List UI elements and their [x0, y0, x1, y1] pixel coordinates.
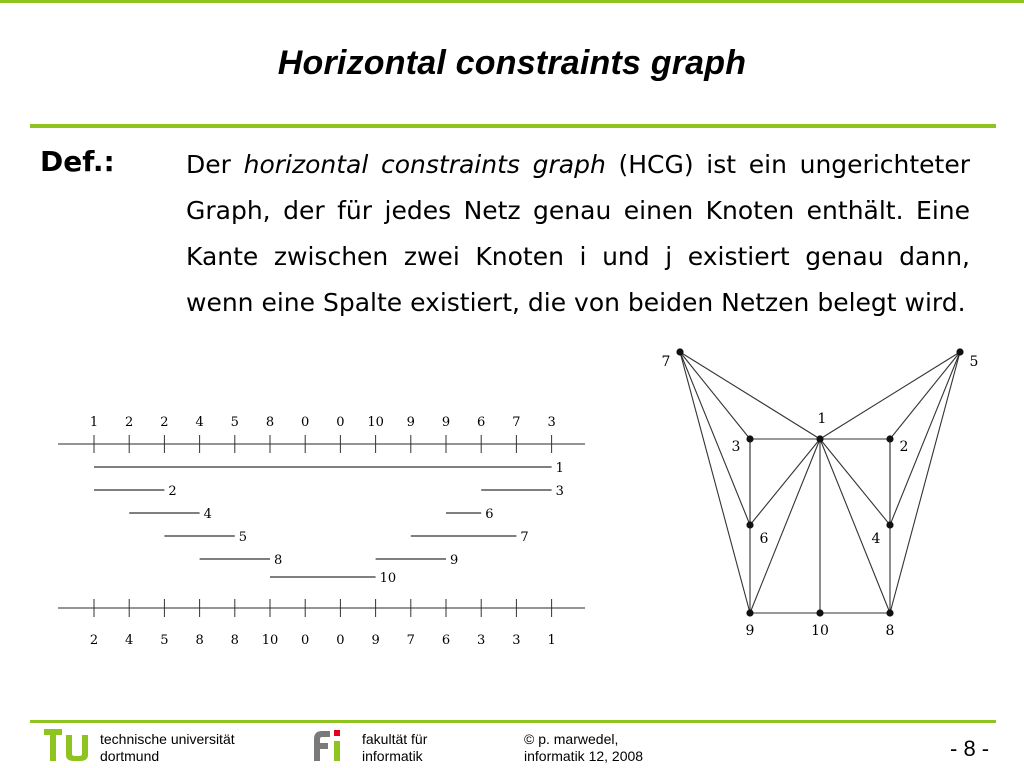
graph-node	[746, 435, 753, 442]
footer-copyright-line2: informatik 12, 2008	[524, 748, 644, 764]
graph-node-label: 9	[745, 623, 755, 639]
top-pin-label: 10	[367, 415, 384, 430]
bottom-pin-label: 1	[547, 633, 556, 648]
graph-node	[886, 521, 893, 528]
graph-node-label: 4	[871, 531, 881, 547]
title-underline-rule	[30, 124, 996, 128]
top-pin-label: 1	[89, 415, 99, 430]
bottom-pin-label: 4	[125, 633, 134, 648]
bottom-pin-label: 8	[195, 633, 204, 648]
net-segment-label: 3	[555, 484, 564, 499]
net-segment-label: 9	[450, 553, 459, 568]
footer-rule	[30, 720, 996, 723]
graph-node-label: 8	[885, 623, 895, 639]
graph-edge	[820, 439, 890, 525]
top-pin-label: 9	[441, 415, 451, 430]
top-accent-rule	[0, 0, 1024, 3]
graph-node	[816, 609, 823, 616]
graph-node-label: 5	[969, 354, 979, 370]
definition-text-pre: Der	[186, 150, 244, 179]
footer-faculty-line2: informatik	[362, 748, 423, 764]
graph-edge	[817, 352, 960, 439]
footer-faculty-line1: fakultät für	[362, 731, 428, 747]
top-pin-label: 0	[301, 415, 310, 430]
graph-node-label: 6	[759, 531, 769, 547]
top-pin-label: 4	[195, 415, 204, 430]
graph-node	[676, 348, 683, 355]
footer-faculty	[362, 731, 427, 765]
fi-logo	[308, 727, 354, 767]
bottom-pin-label: 2	[89, 633, 99, 648]
graph-node	[956, 348, 963, 355]
graph-node	[886, 609, 893, 616]
graph-edge	[680, 352, 750, 439]
top-pin-label: 7	[512, 415, 521, 430]
page-number: - 8 -	[950, 736, 990, 761]
definition-term: horizontal constraints graph	[243, 150, 606, 179]
bottom-pin-label: 3	[477, 633, 486, 648]
bottom-pin-label: 3	[512, 633, 521, 648]
footer-university-line1: technische universität	[100, 731, 235, 747]
graph-node	[886, 435, 893, 442]
bottom-pin-label: 9	[371, 633, 380, 648]
hcg-graph	[650, 335, 1010, 655]
bottom-pin-label: 5	[160, 633, 169, 648]
top-pin-label: 0	[336, 415, 345, 430]
graph-edge	[820, 439, 890, 613]
graph-node-label: 3	[731, 439, 741, 455]
top-pin-label: 6	[477, 415, 486, 430]
slide-title: Horizontal constraints graph	[277, 44, 747, 82]
bottom-pin-label: 8	[230, 633, 239, 648]
bottom-pin-label: 0	[301, 633, 310, 648]
bottom-pin-label: 6	[441, 633, 451, 648]
top-pin-label: 8	[265, 415, 275, 430]
top-pin-label: 2	[160, 415, 169, 430]
tu-logo	[44, 727, 94, 767]
top-pin-label: 3	[547, 415, 556, 430]
footer-university-line2: dortmund	[100, 748, 160, 764]
footer-copyright	[524, 731, 643, 765]
top-pin-label: 2	[125, 415, 134, 430]
net-segment-label: 8	[274, 553, 283, 568]
graph-node	[746, 609, 753, 616]
net-segment-label: 10	[379, 571, 397, 586]
top-pin-label: 5	[230, 415, 239, 430]
graph-node	[746, 521, 753, 528]
footer-university	[100, 731, 235, 765]
net-segment-label: 5	[238, 530, 248, 545]
bottom-pin-label: 10	[261, 633, 279, 648]
graph-edge	[680, 352, 820, 439]
net-segment-label: 4	[203, 507, 212, 522]
footer-copyright-line1: © p. marwedel,	[524, 731, 619, 747]
top-pin-label: 9	[406, 415, 415, 430]
graph-edge	[890, 352, 960, 439]
graph-edge	[680, 352, 750, 613]
graph-node-label: 7	[661, 354, 671, 370]
definition-text-post: (HCG) ist ein ungerichteter Graph, der für jedes Netz genau einen Knoten enthält. Eine Kante zwischen zwei Knoten i und j existiert genau dann, wenn eine Spalte existiert, die von beiden Netzen belegt wird.	[186, 150, 971, 317]
bottom-pin-label: 7	[406, 633, 415, 648]
net-segment-label: 7	[520, 530, 529, 545]
bottom-pin-label: 0	[336, 633, 345, 648]
definition-text	[186, 142, 970, 326]
net-segment-label: 6	[485, 507, 494, 522]
graph-edge	[890, 352, 960, 613]
definition-label: Def.:	[40, 145, 115, 178]
channel-diagram	[50, 400, 610, 690]
net-segment-label: 2	[168, 484, 177, 499]
graph-node-label: 1	[817, 411, 827, 427]
graph-node	[816, 435, 823, 442]
graph-edge	[750, 439, 820, 613]
graph-edge	[750, 439, 820, 525]
graph-node-label: 2	[899, 439, 909, 455]
graph-node-label: 10	[811, 623, 829, 639]
net-segment-label: 1	[555, 461, 564, 476]
